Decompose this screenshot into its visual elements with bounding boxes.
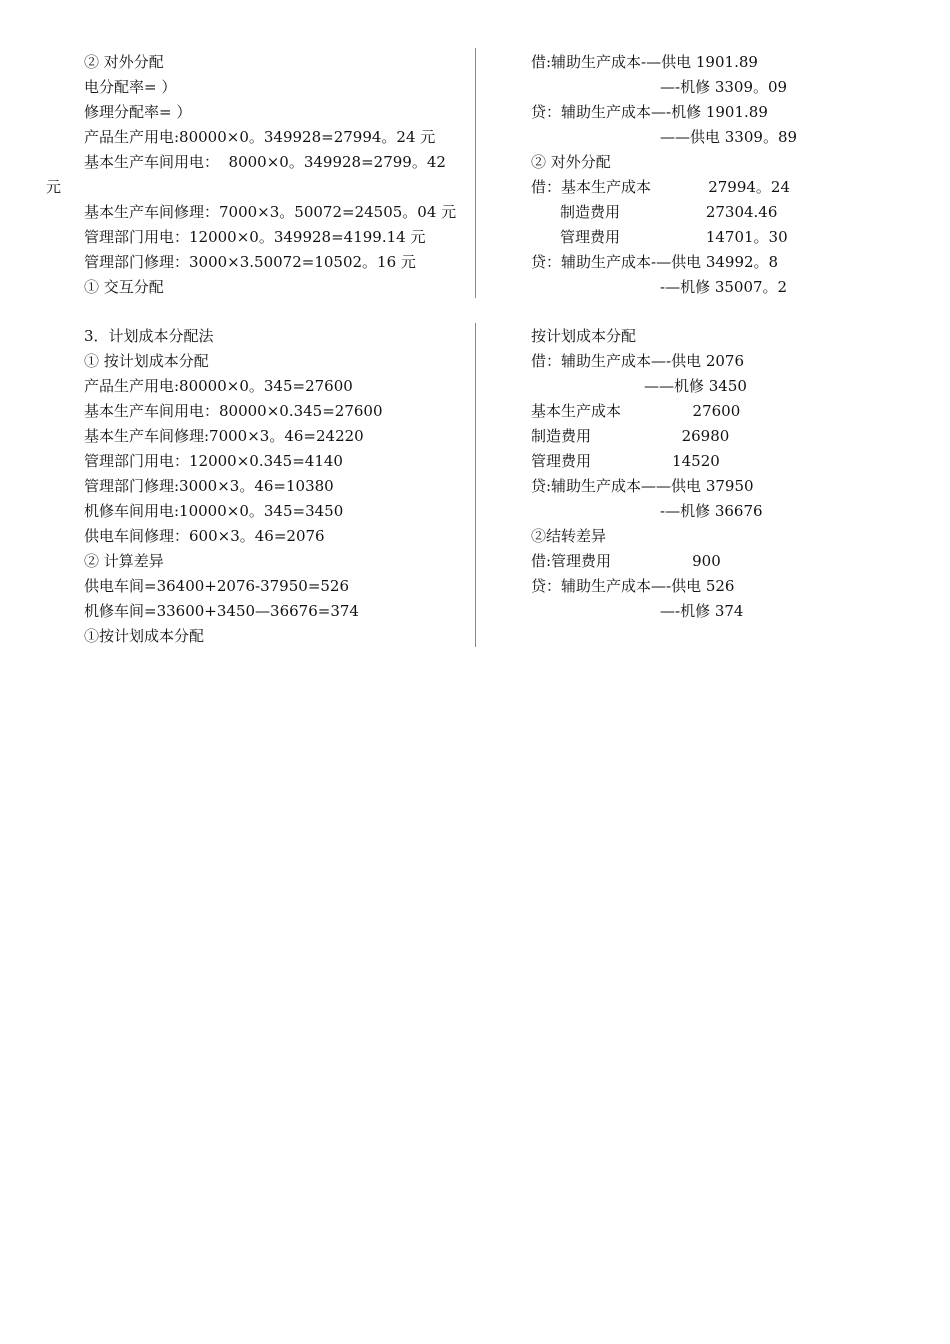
s2-left-line-4: 基本生产车间用电：80000×0.345=27600: [84, 402, 383, 420]
s2-right-line-2: 借：辅助生产成本—-供电 2076: [531, 352, 745, 370]
s1-right-line-10: -—机修 35007。2: [660, 278, 788, 296]
s2-right-line-3: ——机修 3450: [644, 377, 747, 395]
s2-right-line-9: ②结转差异: [531, 527, 607, 545]
s2-right-line-12: —-机修 374: [660, 602, 744, 620]
s2-left-line-3: 产品生产用电:80000×0。345=27600: [84, 377, 353, 395]
s1-left-line-3: 修理分配率= ）: [84, 103, 192, 121]
s2-left-line-7: 管理部门修理:3000×3。46=10380: [84, 477, 334, 495]
s2-left-line-11: 供电车间=36400+2076-37950=526: [84, 577, 350, 595]
s2-right-line-1: 按计划成本分配: [531, 327, 637, 345]
s1-right-line-9: 贷：辅助生产成本-—供电 34992。8: [531, 253, 779, 271]
s2-left-line-13: ①按计划成本分配: [84, 627, 205, 645]
column-divider-top: [475, 48, 476, 298]
s1-right-line-4: ——供电 3309。89: [660, 128, 798, 146]
s1-left-line-1: ② 对外分配: [84, 53, 164, 71]
s1-right-line-5: ② 对外分配: [531, 153, 611, 171]
s2-left-line-1: 3．计划成本分配法: [84, 327, 214, 345]
s1-right-line-7: 制造费用 27304.46: [560, 203, 778, 221]
s1-left-line-7: 基本生产车间修理：7000×3。50072=24505。04 元: [84, 203, 457, 221]
s2-left-line-9: 供电车间修理：600×3。46=2076: [84, 527, 325, 545]
s2-right-line-4: 基本生产成本 27600: [531, 402, 741, 420]
s1-right-line-8: 管理费用 14701。30: [560, 228, 788, 246]
s1-left-line-5: 基本生产车间用电： 8000×0。349928=2799。42: [84, 153, 446, 171]
s2-right-line-10: 借:管理费用 900: [531, 552, 721, 570]
s2-left-line-12: 机修车间=33600+3450—36676=374: [84, 602, 359, 620]
s2-right-line-5: 制造费用 26980: [531, 427, 730, 445]
s2-right-line-8: -—机修 36676: [660, 502, 763, 520]
s2-left-line-2: ① 按计划成本分配: [84, 352, 209, 370]
s2-right-line-6: 管理费用 14520: [531, 452, 720, 470]
s2-right-line-11: 贷：辅助生产成本—-供电 526: [531, 577, 735, 595]
s1-right-line-1: 借:辅助生产成本-—供电 1901.89: [531, 53, 758, 71]
s1-right-line-2: —-机修 3309。09: [660, 78, 788, 96]
s1-left-line-8: 管理部门用电：12000×0。349928=4199.14 元: [84, 228, 426, 246]
s1-right-line-3: 贷：辅助生产成本—-机修 1901.89: [531, 103, 768, 121]
s2-left-line-6: 管理部门用电：12000×0.345=4140: [84, 452, 343, 470]
s1-right-line-6: 借：基本生产成本 27994。24: [531, 178, 791, 196]
column-divider-bottom: [475, 323, 476, 647]
s2-left-line-10: ② 计算差异: [84, 552, 164, 570]
s1-left-line-9: 管理部门修理：3000×3.50072=10502。16 元: [84, 253, 416, 271]
s2-left-line-8: 机修车间用电:10000×0。345=3450: [84, 502, 344, 520]
s1-left-line-6: 元: [46, 178, 62, 196]
s2-left-line-5: 基本生产车间修理:7000×3。46=24220: [84, 427, 364, 445]
s2-right-line-7: 贷:辅助生产成本——供电 37950: [531, 477, 754, 495]
s1-left-line-4: 产品生产用电:80000×0。349928=27994。24 元: [84, 128, 436, 146]
s1-left-line-2: 电分配率= ）: [84, 78, 177, 96]
s1-left-line-10: ① 交互分配: [84, 278, 164, 296]
